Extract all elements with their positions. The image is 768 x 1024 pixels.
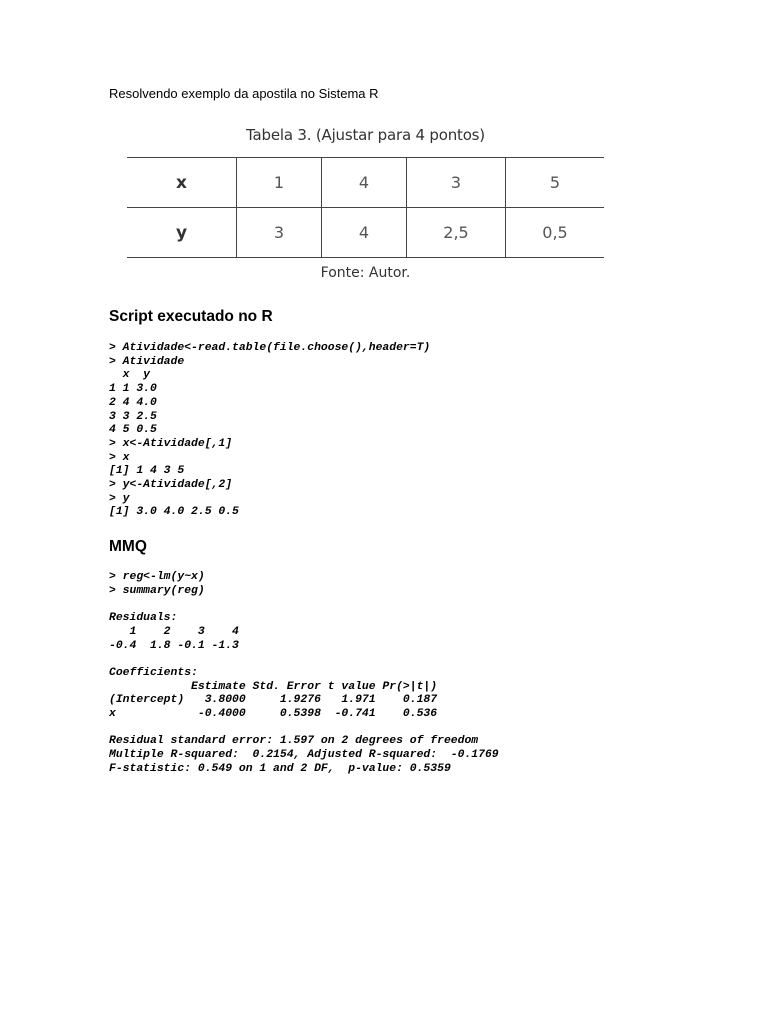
mmq-code-block: > reg<-lm(y~x) > summary(reg) Residuals: 1 2 3 4 -0.4 1.8 -0.1 -1.3 Coefficients: Estimate Std. Error t value Pr(>|t|) (Intercept) 3.8000 1.9276 1.971 0.187 x -0.4000 0.5398 -0.741 0.536 Residual standard error: 1.597 on 2 degrees of freedom Multiple R-squared: 0.2154, Adjusted R-squared: -0.1769 F-statistic: 0.549 on 1 and 2 DF, p-value: 0.5359 bbox=[109, 571, 499, 775]
table-row-x bbox=[127, 158, 604, 208]
table-cell: 2,5 bbox=[407, 208, 506, 258]
table-figure bbox=[127, 126, 604, 281]
row-label-x: x bbox=[127, 158, 237, 208]
table-cell: 3 bbox=[237, 208, 322, 258]
table-row-y bbox=[127, 208, 604, 258]
mmq-heading: MMQ bbox=[109, 538, 147, 555]
intro-text: Resolvendo exemplo da apostila no Sistema R bbox=[109, 86, 379, 101]
table-cell: 5 bbox=[506, 158, 605, 208]
data-table bbox=[127, 157, 604, 258]
table-caption: Tabela 3. (Ajustar para 4 pontos) bbox=[246, 126, 485, 144]
table-cell: 3 bbox=[407, 158, 506, 208]
script-code-block: > Atividade<-read.table(file.choose(),header=T) > Atividade x y 1 1 3.0 2 4 4.0 3 3 2.5 4 5 0.5 > x<-Atividade[,1] > x [1] 1 4 3 5 > y<-Atividade[,2] > y [1] 3.0 4.0 2.5 0.5 bbox=[109, 342, 431, 519]
script-heading: Script executado no R bbox=[109, 308, 273, 325]
row-label-y: y bbox=[175, 222, 188, 243]
table-cell: 4 bbox=[322, 158, 407, 208]
table-source: Fonte: Autor. bbox=[320, 265, 411, 281]
table-cell: 4 bbox=[322, 208, 407, 258]
table-cell: 0,5 bbox=[506, 208, 605, 258]
table-cell: 1 bbox=[237, 158, 322, 208]
